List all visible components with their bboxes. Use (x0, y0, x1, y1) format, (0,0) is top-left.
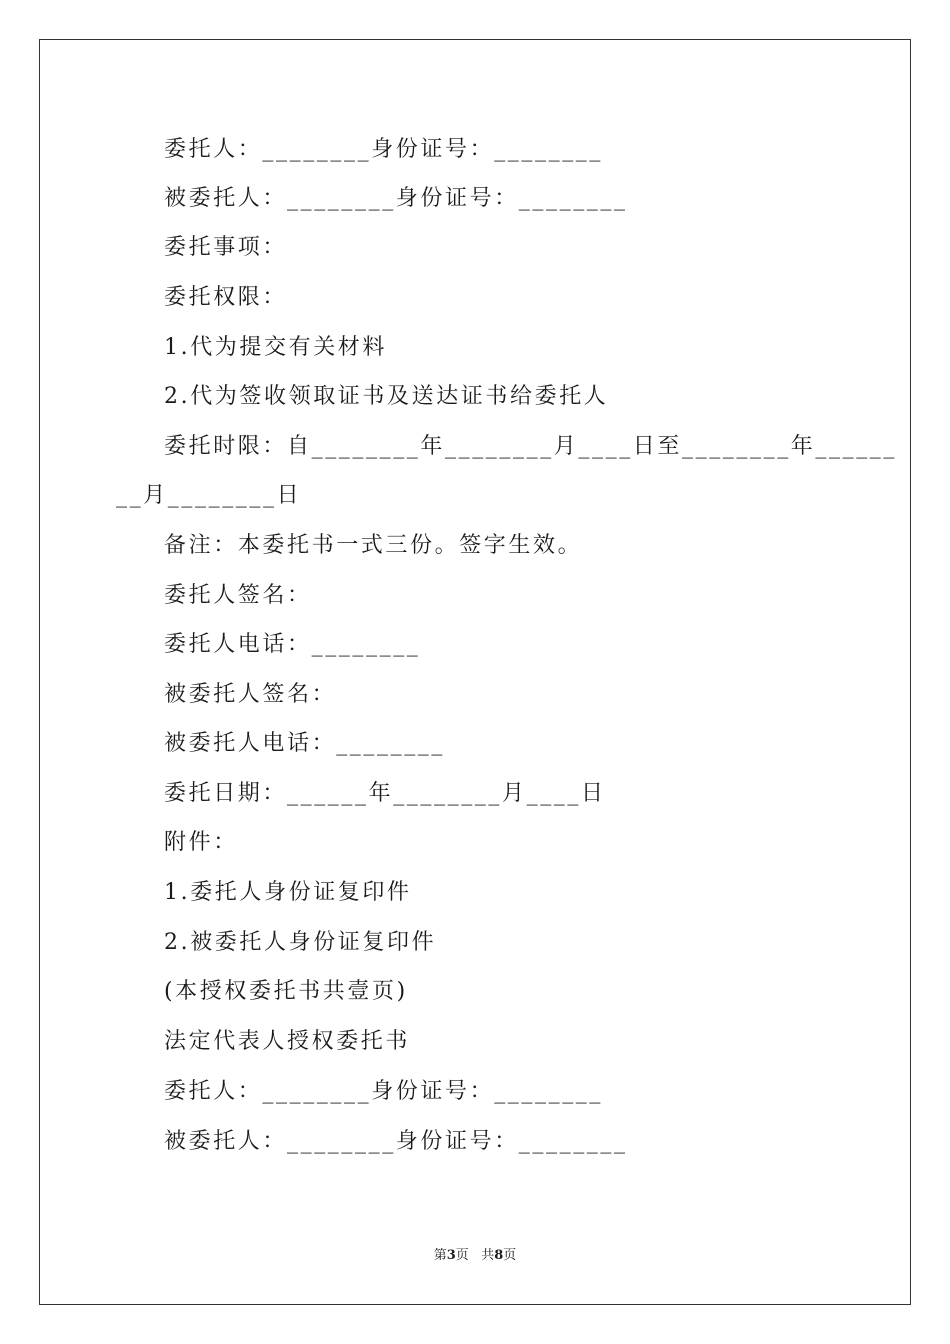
total-number: 8 (494, 1248, 504, 1263)
total-suffix: 页 (503, 1248, 517, 1263)
term-line: 委托时限：自________年________月____日至________年______ (164, 434, 898, 459)
entrusted-matters-label: 委托事项： (164, 235, 288, 260)
page-suffix: 页 (455, 1248, 469, 1263)
page-footer (0, 1247, 950, 1265)
authority-item-1: 1.代为提交有关材料 (164, 335, 387, 360)
total-prefix: 共 (481, 1248, 495, 1263)
principal-id-line: 委托人：________身份证号：________ (164, 137, 604, 162)
page-prefix: 第 (433, 1248, 447, 1263)
attachment-item-2: 2.被委托人身份证复印件 (164, 930, 437, 955)
principal-signature-label: 委托人签名： (164, 583, 312, 608)
page-border (39, 39, 911, 1305)
authority-label: 委托权限： (164, 285, 288, 310)
agent-phone-line: 被委托人电话：________ (164, 731, 446, 756)
authority-item-2: 2.代为签收领取证书及送达证书给委托人 (164, 384, 609, 409)
attachment-item-1: 1.委托人身份证复印件 (164, 880, 412, 905)
principal-phone-line: 委托人电话：________ (164, 632, 421, 657)
page-number: 3 (446, 1248, 456, 1263)
term-line-continued: __月________日 (116, 483, 302, 508)
page-count-note: (本授权委托书共壹页) (164, 979, 408, 1004)
entrust-date-line: 委托日期：______年________月____日 (164, 781, 606, 806)
agent-id-line-2: 被委托人：________身份证号：________ (164, 1129, 628, 1154)
attachments-label: 附件： (164, 830, 238, 855)
principal-id-line-2: 委托人：________身份证号：________ (164, 1079, 604, 1104)
agent-id-line: 被委托人：________身份证号：________ (164, 186, 628, 211)
section-title: 法定代表人授权委托书 (164, 1029, 411, 1054)
agent-signature-label: 被委托人签名： (164, 682, 337, 707)
remarks-line: 备注：本委托书一式三份。签字生效。 (164, 533, 583, 558)
